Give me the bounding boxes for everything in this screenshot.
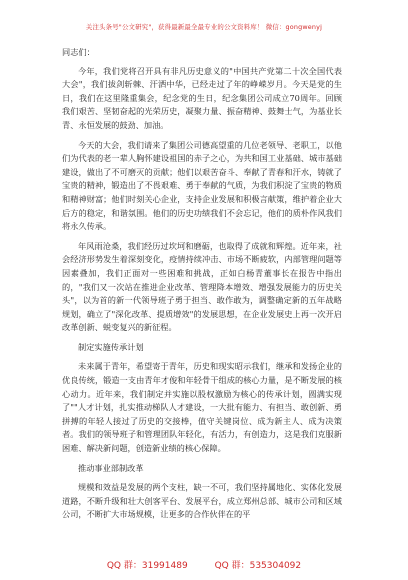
paragraph-history: 年风雨沧桑，我们经历过坎坷和磨砺，也取得了成就和辉煌。近年来，社会经济形势发生着深刻变化，疫情持续冲击、市场不断疲软，内部管理问题等因素叠加，我们正面对一些困难和挑战，正如白杨青董事长在报告中指出的，"我们又一次站在推进企业改革、管理降本增效、增强发展能力的历史关头"，以为首的新一代领导班子勇于担当、敢作敢为，调整确定新的五年战略规划，确立了"深化改革、提质增效"的发展思想，在企业发展史上再一次开启改革创新、蜕变复兴的新征程。: [62, 240, 342, 333]
footer-contact: [0, 558, 408, 571]
paragraph-succession: 未来属于青年，希望寄于青年，历史和现实昭示我们，继承和发扬企业的优良传统，锻造一支由青年才俊和年轻骨干组成的核心力量，是不断发展的核心动力。近年来，我们制定并实施以股权激励为核心的传承计划，圆满实现了""人才计划，扎实推动梯队人才建设，一大批有能力、有担当、敢创新、勇拼搏的年轻人接过了历史的交接棒，值守关键岗位、成为新主人、成为决策者。我们的领导班子和管理团队年轻化，有活力，有创造力，这是我们克服新困难、解决新问题，创造新业绩的核心保障。: [62, 361, 342, 454]
paragraph-reform: 规模和效益是发展的两个支柱，缺一不可，我们坚持属地化、实体化发展道路，不断升级和壮大创客平台、发展平台，成立郑州总部、城市公司和区域公司，不断扩大市场规模，让更多的合作伙伴在的平: [62, 482, 342, 520]
header-banner: 关注头条号"公文研究"，获得最新最全最专业的公文资料库！ 微信：gongwenyj: [85, 23, 323, 31]
paragraph-veterans: 今天的大会，我们请来了集团公司德高望重的几位老领导、老职工，以他们为代表的老一辈人胸怀建设祖国的赤子之心，为共和国工业基础、城市基础建设，做出了不可磨灭的贡献；他们以艰苦奋斗、奉献了青春和汗水，铸就了宝贵的精神，锻造出了不畏艰难、勇于奉献的气质，为我们积淀了宝贵的物质和精神财富；他们时刻关心企业，支持企业发展和积极言献策，维护着企业大后方的稳定，和谐氛围。他们的历史功绩我们不会忘记，他们的质朴作风我们将永久传承。: [62, 139, 342, 232]
paragraph-opening: 今年，我们党将召开具有非凡历史意义的"中国共产党第二十次全国代表大会"，我们拔剑斩棘、汗洒中华，已经走过了年的峥嵘岁月。今天是党的生日，我们在这里隆重集会，纪念党的生日，纪念集团公司成立70周年。回顾我们艰苦、坚韧奋起的光荣历史，凝聚力量、振奋精神、鼓舞士气，为基业长青、永恒发展的鼓劲、加油。: [62, 65, 342, 130]
section-heading-succession: 制定实施传承计划: [78, 341, 144, 352]
footer-qq-2: QQ 群：535304092: [214, 561, 302, 571]
section-heading-reform: 推动事业部制改革: [78, 462, 144, 473]
greeting: 同志们：: [62, 47, 95, 57]
footer-qq-1: QQ 群：31991489: [106, 561, 188, 571]
document-body: [62, 46, 342, 528]
